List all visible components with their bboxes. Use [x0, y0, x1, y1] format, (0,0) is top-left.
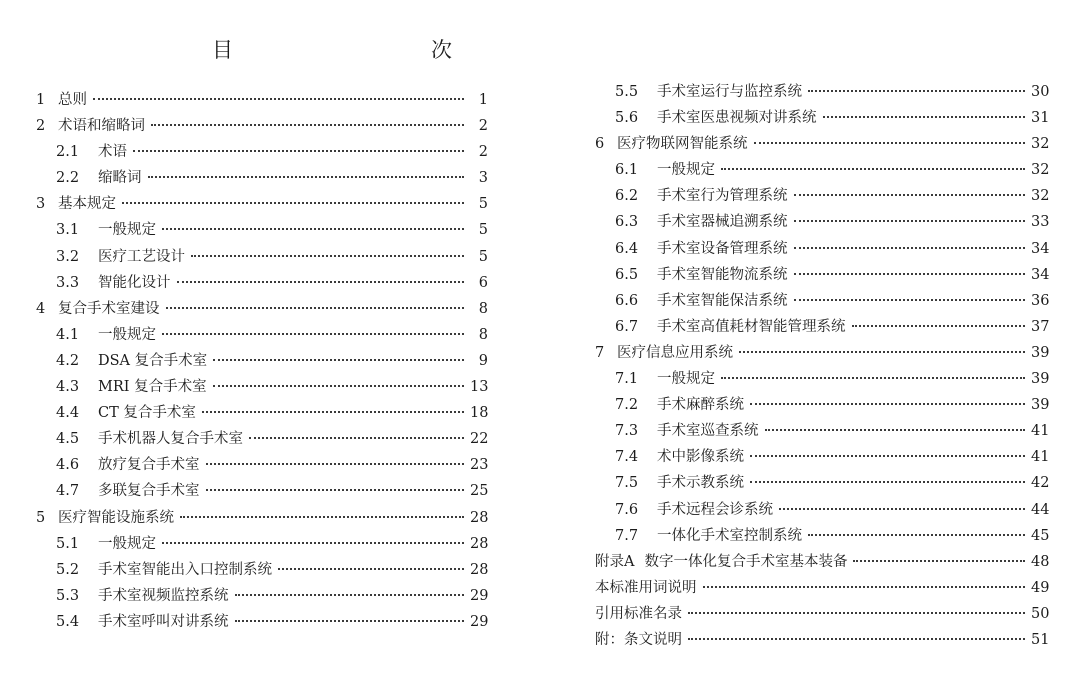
toc-entry-title: 手术室高值耗材智能管理系统 — [657, 318, 846, 335]
toc-entry[interactable] — [595, 393, 1049, 419]
toc-entry-page: 39 — [1031, 397, 1050, 414]
toc-entry-page: 32 — [1031, 136, 1050, 153]
toc-entry[interactable] — [36, 558, 488, 584]
toc-entry-title: 手术室医患视频对讲系统 — [657, 110, 817, 127]
toc-entry[interactable] — [595, 576, 1049, 602]
toc-entry-page: 9 — [478, 352, 488, 369]
dot-leader — [235, 594, 465, 596]
dot-leader — [202, 411, 464, 413]
dot-leader — [779, 508, 1025, 510]
dot-leader — [133, 150, 464, 152]
dot-leader — [852, 325, 1026, 327]
toc-entry-number: 3.2 — [56, 248, 80, 265]
toc-entry-title: 手术室智能出入口控制系统 — [98, 561, 272, 578]
toc-entry-page: 18 — [470, 405, 489, 422]
dot-leader — [162, 228, 464, 230]
toc-entry-number: 4.7 — [56, 483, 80, 500]
dot-leader — [808, 534, 1025, 536]
toc-entry-title: 本标准用词说明 — [595, 579, 697, 596]
toc-entry-page: 22 — [470, 431, 489, 448]
toc-entry-page: 25 — [470, 483, 489, 500]
toc-entry[interactable] — [595, 367, 1049, 393]
toc-entry[interactable] — [595, 184, 1049, 210]
toc-entry-title: 手术室行为管理系统 — [657, 188, 788, 205]
toc-entry[interactable] — [595, 80, 1049, 106]
toc-entry-page: 28 — [470, 535, 489, 552]
toc-entry-title: 术中影像系统 — [657, 449, 744, 466]
toc-entry[interactable] — [595, 132, 1049, 158]
toc-entry-number: 6 — [595, 136, 605, 153]
dot-leader — [213, 359, 464, 361]
toc-entry-number: 6.5 — [615, 266, 639, 283]
toc-entry-number: 7.2 — [615, 397, 639, 414]
toc-entry-page: 23 — [470, 457, 489, 474]
dot-leader — [739, 351, 1025, 353]
toc-entry-title: 总则 — [58, 92, 87, 108]
toc-entry-title: 数字一体化复合手术室基本装备 — [644, 553, 848, 570]
toc-entry-number: 3.1 — [56, 222, 80, 239]
toc-entry-title: MRI 复合手术室 — [98, 379, 207, 396]
toc-entry-number: 6.1 — [615, 162, 639, 179]
toc-entry-title: 手术机器人复合手术室 — [98, 431, 243, 448]
toc-entry-title: 医疗智能设施系统 — [58, 509, 174, 526]
toc-entry[interactable] — [36, 584, 488, 610]
dot-leader — [794, 194, 1026, 196]
toc-entry-title: 一般规定 — [657, 371, 715, 388]
toc-entry-title: 一般规定 — [98, 326, 156, 343]
toc-entry-number: 4.3 — [56, 379, 80, 396]
toc-entry[interactable] — [36, 479, 488, 505]
toc-entry-page: 31 — [1031, 110, 1050, 127]
toc-entry-title: 手术远程会诊系统 — [657, 501, 773, 518]
toc-entry-page: 29 — [470, 613, 489, 630]
toc-entry[interactable] — [36, 427, 488, 453]
toc-entry-page: 41 — [1031, 449, 1050, 466]
toc-entry-title: 手术麻醉系统 — [657, 397, 744, 414]
dot-leader — [794, 220, 1026, 222]
toc-entry-page: 33 — [1031, 214, 1050, 231]
toc-entry-page: 32 — [1031, 188, 1050, 205]
toc-entry-title: 医疗工艺设计 — [98, 248, 185, 265]
toc-entry[interactable] — [36, 375, 488, 401]
toc-entry-page: 8 — [478, 300, 488, 317]
toc-entry-title: 一般规定 — [657, 162, 715, 179]
toc-entry[interactable] — [36, 349, 488, 375]
toc-entry-title: 复合手术室建设 — [58, 300, 160, 317]
dot-leader — [151, 124, 464, 126]
toc-entry-page: 44 — [1031, 501, 1050, 518]
toc-entry-number: 6.3 — [615, 214, 639, 231]
dot-leader — [794, 299, 1026, 301]
toc-entry-number: 4.5 — [56, 431, 80, 448]
toc-entry-page: 3 — [478, 170, 488, 187]
toc-right-column — [595, 80, 1049, 654]
toc-entry-number: 5.2 — [56, 561, 80, 578]
dot-leader — [750, 403, 1025, 405]
toc-entry-number: 5.3 — [56, 587, 80, 604]
dot-leader — [808, 90, 1025, 92]
dot-leader — [191, 255, 464, 257]
toc-entry-page: 5 — [478, 196, 488, 213]
toc-entry-page: 29 — [470, 587, 489, 604]
dot-leader — [278, 568, 464, 570]
toc-entry-page: 39 — [1031, 344, 1050, 361]
toc-entry-page: 50 — [1031, 605, 1050, 622]
dot-leader — [721, 168, 1025, 170]
toc-entry-title: 一般规定 — [98, 535, 156, 552]
dot-leader — [206, 463, 465, 465]
toc-entry-title: 医疗信息应用系统 — [617, 344, 733, 361]
toc-entry-title: 多联复合手术室 — [98, 483, 200, 500]
dot-leader — [93, 98, 464, 100]
toc-entry-title: 医疗物联网智能系统 — [617, 136, 748, 153]
toc-entry-title: 术语和缩略词 — [58, 118, 145, 135]
toc-entry-page: 36 — [1031, 292, 1050, 309]
toc-entry[interactable] — [595, 550, 1049, 576]
toc-entry[interactable] — [36, 453, 488, 479]
dot-leader — [213, 385, 464, 387]
toc-entry-title: 手术室呼叫对讲系统 — [98, 613, 229, 630]
toc-entry-number: 4.1 — [56, 326, 80, 343]
toc-entry-title: 放疗复合手术室 — [98, 457, 200, 474]
toc-entry[interactable] — [595, 524, 1049, 550]
toc-entry[interactable] — [36, 271, 488, 297]
toc-entry[interactable] — [595, 602, 1049, 628]
toc-entry-page: 41 — [1031, 423, 1050, 440]
toc-entry-number: 4.6 — [56, 457, 80, 474]
toc-entry-title: 附：条文说明 — [595, 631, 682, 648]
toc-entry-title: 一体化手术室控制系统 — [657, 527, 802, 544]
toc-entry-page: 30 — [1031, 84, 1050, 100]
toc-entry-page: 5 — [478, 222, 488, 239]
toc-entry-page: 51 — [1031, 631, 1050, 648]
toc-entry[interactable] — [36, 88, 488, 114]
toc-entry-number: 7.7 — [615, 527, 639, 544]
toc-entry-number: 2.1 — [56, 144, 80, 161]
toc-entry[interactable] — [595, 263, 1049, 289]
toc-entry-number: 3 — [36, 196, 46, 213]
toc-entry[interactable] — [36, 166, 488, 192]
dot-leader — [688, 638, 1025, 640]
toc-entry-page: 48 — [1031, 553, 1050, 570]
toc-entry-number: 7 — [595, 344, 605, 361]
dot-leader — [180, 516, 464, 518]
toc-entry-page: 5 — [478, 248, 488, 265]
toc-entry-page: 13 — [470, 379, 489, 396]
toc-entry-title: 引用标准名录 — [595, 605, 682, 622]
dot-leader — [249, 437, 464, 439]
toc-entry[interactable] — [36, 323, 488, 349]
toc-entry[interactable] — [595, 341, 1049, 367]
toc-entry-number: 6.6 — [615, 292, 639, 309]
toc-entry-title: 手术室运行与监控系统 — [657, 84, 802, 100]
toc-entry-title: CT 复合手术室 — [98, 405, 196, 422]
toc-entry-page: 45 — [1031, 527, 1050, 544]
page-title: 目 次 — [212, 38, 504, 62]
toc-entry-number: 4.2 — [56, 352, 80, 369]
dot-leader — [162, 333, 464, 335]
dot-leader — [688, 612, 1025, 614]
dot-leader — [794, 247, 1026, 249]
toc-entry-page: 49 — [1031, 579, 1050, 596]
toc-entry[interactable] — [36, 114, 488, 140]
toc-entry-number: 6.4 — [615, 240, 639, 257]
toc-entry-number: 5.1 — [56, 535, 80, 552]
toc-entry-page: 28 — [470, 561, 489, 578]
dot-leader — [206, 489, 465, 491]
toc-entry-page: 6 — [478, 274, 488, 291]
toc-entry-number: 7.3 — [615, 423, 639, 440]
dot-leader — [750, 481, 1025, 483]
dot-leader — [166, 307, 465, 309]
toc-entry-page: 8 — [478, 326, 488, 343]
toc-entry[interactable] — [36, 506, 488, 532]
toc-entry[interactable] — [595, 445, 1049, 471]
toc-entry[interactable] — [36, 532, 488, 558]
dot-leader — [794, 273, 1026, 275]
toc-entry-title: 手术室器械追溯系统 — [657, 214, 788, 231]
toc-entry-number: 2.2 — [56, 170, 80, 187]
dot-leader — [750, 455, 1025, 457]
toc-entry-number: 7.1 — [615, 371, 639, 388]
toc-entry-title: 手术室智能保洁系统 — [657, 292, 788, 309]
toc-entry-title: 手术室巡查系统 — [657, 423, 759, 440]
dot-leader — [162, 542, 464, 544]
toc-entry-title: 手术室设备管理系统 — [657, 240, 788, 257]
toc-left-column — [36, 88, 488, 636]
toc-entry-page: 1 — [478, 92, 488, 108]
toc-entry-title: 基本规定 — [58, 196, 116, 213]
dot-leader — [122, 202, 464, 204]
toc-entry[interactable] — [595, 628, 1049, 654]
toc-entry[interactable] — [595, 471, 1049, 497]
toc-entry-title: 术语 — [98, 144, 127, 161]
dot-leader — [177, 281, 465, 283]
dot-leader — [754, 142, 1026, 144]
toc-entry[interactable] — [36, 401, 488, 427]
toc-entry-number: 5.5 — [615, 84, 639, 100]
toc-entry[interactable] — [36, 218, 488, 244]
toc-entry-number: 5.4 — [56, 613, 80, 630]
toc-entry-number: 3.3 — [56, 274, 80, 291]
toc-entry[interactable] — [595, 315, 1049, 341]
dot-leader — [823, 116, 1026, 118]
toc-entry-page: 34 — [1031, 240, 1050, 257]
toc-entry-page: 2 — [478, 144, 488, 161]
toc-entry[interactable] — [595, 419, 1049, 445]
toc-entry[interactable] — [595, 289, 1049, 315]
toc-entry[interactable] — [595, 237, 1049, 263]
toc-entry[interactable] — [36, 245, 488, 271]
toc-entry[interactable] — [36, 297, 488, 323]
toc-entry-title: 缩略词 — [98, 170, 142, 187]
toc-entry[interactable] — [595, 210, 1049, 236]
toc-entry-page: 34 — [1031, 266, 1050, 283]
toc-entry-page: 37 — [1031, 318, 1050, 335]
toc-entry-number: 5 — [36, 509, 46, 526]
toc-entry[interactable] — [36, 610, 488, 636]
toc-entry-number: 7.5 — [615, 475, 639, 492]
dot-leader — [765, 429, 1026, 431]
toc-entry-page: 32 — [1031, 162, 1050, 179]
toc-entry[interactable] — [595, 158, 1049, 184]
dot-leader — [703, 586, 1026, 588]
toc-entry[interactable] — [36, 192, 488, 218]
toc-entry-number: 6.2 — [615, 188, 639, 205]
toc-entry-title: 手术室智能物流系统 — [657, 266, 788, 283]
toc-entry-number: 1 — [36, 92, 46, 108]
toc-entry-number: 7.6 — [615, 501, 639, 518]
dot-leader — [721, 377, 1025, 379]
toc-entry-number: 6.7 — [615, 318, 639, 335]
toc-entry-page: 28 — [470, 509, 489, 526]
toc-entry-number: 4.4 — [56, 405, 80, 422]
toc-entry[interactable] — [595, 106, 1049, 132]
toc-entry-number: 2 — [36, 118, 46, 135]
toc-entry-number: 4 — [36, 300, 46, 317]
toc-entry-title: 一般规定 — [98, 222, 156, 239]
toc-entry-number: 附录A — [595, 553, 635, 570]
dot-leader — [235, 620, 465, 622]
dot-leader — [853, 560, 1025, 562]
toc-entry[interactable] — [595, 498, 1049, 524]
toc-entry-number: 7.4 — [615, 449, 639, 466]
toc-entry-title: 手术示教系统 — [657, 475, 744, 492]
toc-entry-page: 42 — [1031, 475, 1050, 492]
toc-entry-page: 39 — [1031, 371, 1050, 388]
toc-entry-title: 手术室视频监控系统 — [98, 587, 229, 604]
toc-entry-title: 智能化设计 — [98, 274, 171, 291]
toc-entry[interactable] — [36, 140, 488, 166]
toc-entry-page: 2 — [478, 118, 488, 135]
dot-leader — [148, 176, 465, 178]
toc-entry-title: DSA 复合手术室 — [98, 352, 208, 369]
toc-entry-number: 5.6 — [615, 110, 639, 127]
